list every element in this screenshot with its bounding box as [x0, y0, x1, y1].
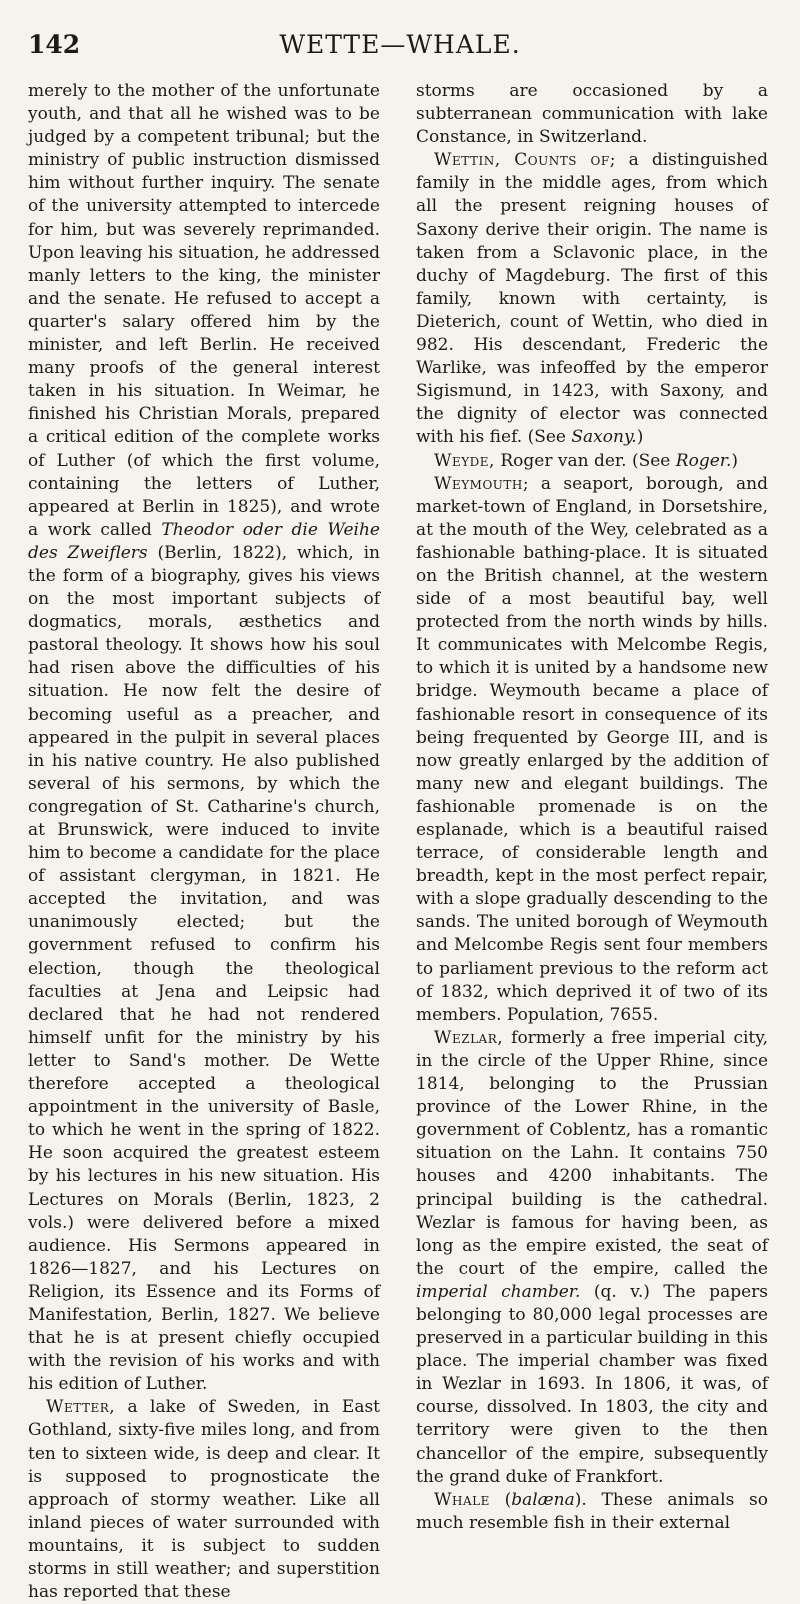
headword-wettin: Wettin, Counts of [434, 150, 610, 171]
headword-wezlar: Wezlar, [434, 1027, 504, 1048]
right-column [416, 80, 768, 1535]
paragraph-wetter-continued: storms are occasioned by a subterranean communication with lake Constance, in Switzerland. [416, 81, 768, 148]
entry-wettin: Wettin, Counts of; a distinguished family in the middle ages, from which all the present reigning houses of Saxony derive their origin. The name is taken from a Sclavonic place, in the duchy of Magdeburg. The first of this family, known with certainty, is Dieterich, count of Wettin, who died in 982. His descendant, Frederic the Warlike, was infeoffed by the emperor Sigismund, in 1423, with Saxony, and the dignity of elector was connected with his fief. (See Saxony.) [416, 150, 768, 448]
book-title: Theodor oder die Weihe des Zweiflers [28, 519, 380, 563]
cross-reference: Saxony. [571, 427, 637, 448]
entry-whale: Whale (balæna). These animals so much resemble fish in their external [416, 1489, 769, 1533]
page-header [28, 30, 772, 66]
left-column [28, 80, 380, 1604]
entry-wetter: Wetter, a lake of Sweden, in East Gothland, sixty-five miles long, and from ten to sixteen wide, is deep and clear. It is supposed to prognosticate the approach of stormy weather. Like all inland pieces of water surrounded with mountains, it is subject to sudden storms in still weather; and superstition has reported that these [28, 1397, 381, 1603]
entry-weyde: Weyde, Roger van der. (See Roger.) [434, 450, 739, 471]
headword-whale: Whale [434, 1489, 490, 1510]
headword-wetter: Wetter, [46, 1397, 116, 1418]
page-number: 142 [28, 30, 81, 59]
headword-weymouth: Weymouth [434, 473, 523, 494]
entry-wezlar: Wezlar, formerly a free imperial city, in the circle of the Upper Rhine, since 1814, belonging to the Prussian province of the Lower Rhine, in the government of Coblentz, has a romantic situation on the Lahn. It contains 750 houses and 4200 inhabitants. The principal building is the cathedral. Wezlar is famous for having been, as long as the empire existed, the seat of the court of the empire, called the imperial chamber. (q. v.) The papers belonging to 80,000 legal processes are preserved in a particular building in this place. The imperial chamber was fixed in Wezlar in 1693. In 1806, it was, of course, dissolved. In 1803, the city and territory were given to the then chancellor of the empire, subsequently the grand duke of Frankfort. [416, 1027, 768, 1487]
paragraph-de-wette-continued: merely to the mother of the unfortunate youth, and that all he wished was to be judged by a competent tribunal; but the ministry of public instruction dismissed him without further inquiry. The senate of the university attempted to intercede for him, but was severely reprimanded. Upon leaving his situation, he addressed manly letters to the king, the minister and the senate. He refused to accept a quarter's salary offered him by the minister, and left Berlin. He received many proofs of the general interest taken in his situation. In Weimar, he finished his Christian Morals, prepared a critical edition of the complete works of Luther (of which the first volume, containing the letters of Luther, appeared at Berlin in 1825), and wrote a work called Theodor oder die Weihe des Zweiflers (Berlin, 1822), which, in the form of a biography, gives his views on the most important subjects of dogmatics, morals, æsthetics and pastoral theology. It shows how his soul had risen above the difficulties of his situation. He now felt the desire of becoming useful as a preacher, and appeared in the pulpit in several places in his native country. He also published several of his sermons, by which the congregation of St. Catharine's church, at Brunswick, were induced to invite him to become a candidate for the place of assistant clergyman, in 1821. He accepted the invitation, and was unanimously elected; but the government refused to confirm his election, though the theological faculties at Jena and Leipsic had declared that he had not rendered himself unfit for the ministry by his letter to Sand's mother. De Wette therefore accepted a theological appointment in the university of Basle, to which he went in the spring of 1822. He soon acquired the greatest esteem by his lectures in his new situation. His Lectures on Morals (Berlin, 1823, 2 vols.) were delivered before a mixed audience. His Sermons appeared in 1826—1827, and his Lectures on Religion, its Essence and its Forms of Manifestation, Berlin, 1827. We believe that he is at present chiefly occupied with the revision of his works and with his edition of Luther. [28, 81, 381, 1395]
latin-name: balæna [511, 1489, 575, 1510]
headword-weyde: Weyde, [434, 450, 495, 471]
term-imperial-chamber: imperial chamber. [416, 1281, 581, 1302]
entry-weymouth: Weymouth; a seaport, borough, and market-town of England, in Dorsetshire, at the mouth of the Wey, celebrated as a fashionable bathing-place. It is situated on the British channel, at the western side of a most beautiful bay, well protected from the north winds by hills. It communicates with Melcombe Regis, to which it is united by a handsome new bridge. Weymouth became a place of fashionable resort in consequence of its being frequented by George III, and is now greatly enlarged by the addition of many new and elegant buildings. The fashionable promenade is on the esplanade, which is a beautiful raised terrace, of considerable length and breadth, kept in the most perfect repair, with a slope gradually descending to the sands. The united borough of Weymouth and Melcombe Regis sent four members to parliament previous to the reform act of 1832, which deprived it of two of its members. Population, 7655. [416, 473, 768, 1025]
cross-reference: Roger. [675, 450, 732, 471]
running-head: WETTE—WHALE. [279, 30, 521, 59]
